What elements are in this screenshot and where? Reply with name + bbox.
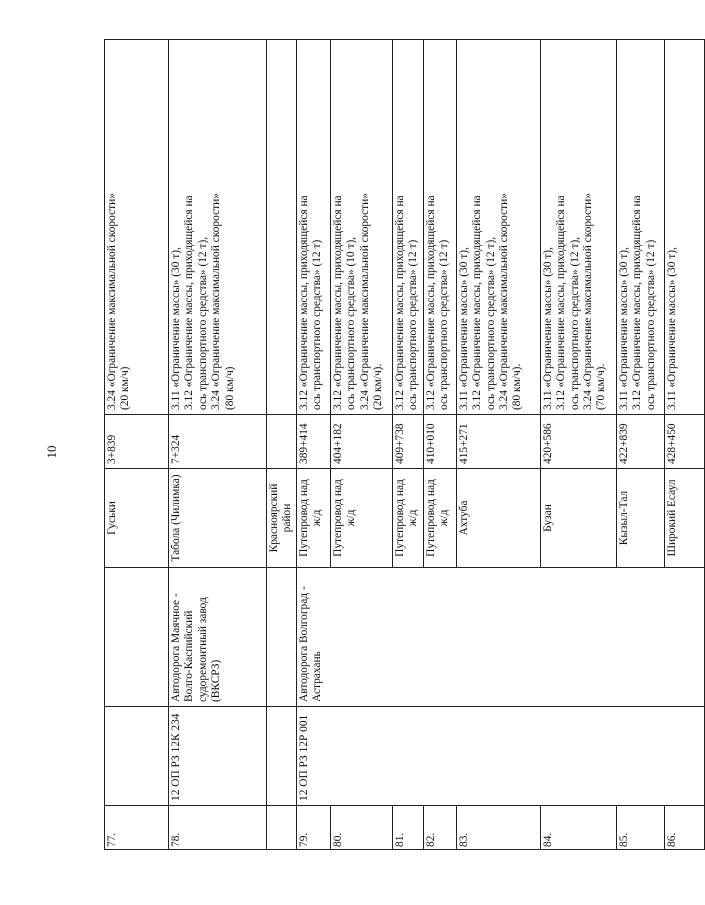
- sign-line: (80 км/ч): [223, 366, 236, 410]
- kilometer-mark: 3+839: [105, 415, 169, 469]
- row-number: 85.: [616, 806, 664, 850]
- structure-name: Кызыл-Тал: [616, 469, 664, 568]
- page-number: 10: [44, 445, 59, 459]
- kilometer-mark: 420+586: [540, 415, 616, 469]
- structure-name: Гуськи: [105, 469, 169, 568]
- road-signs: [392, 40, 423, 415]
- sign-line: 3.24 «Ограничение максимальной скорости»: [210, 193, 223, 410]
- structure-name: Путепровод над ж/д: [392, 469, 423, 568]
- sign-line: 3.11 «Ограничение массы» (30 т),: [665, 247, 678, 410]
- sign-line: 3.12 «Ограничение массы, приходящейся на: [183, 195, 196, 410]
- sign-line: 3.12 «Ограничение массы, приходящейся на: [393, 195, 406, 410]
- structure-name: Путепровод над ж/д: [330, 469, 392, 568]
- structure-name: Путепровод над ж/д: [423, 469, 456, 568]
- kilometer-mark: 389+414: [296, 415, 330, 469]
- sign-line: ось транспортного средства» (12 т),: [196, 236, 209, 410]
- rotated-table-container: [104, 40, 678, 850]
- sign-line: 3.12 «Ограничение массы, приходящейся на: [471, 195, 484, 410]
- table-row: [169, 40, 267, 850]
- row-number: 82.: [423, 806, 456, 850]
- row-number: 83.: [456, 806, 540, 850]
- sign-line: 3.11 «Ограничение массы» (30 т),: [617, 247, 630, 410]
- road-signs: [169, 40, 267, 415]
- structure-name: Ахтуба: [456, 469, 540, 568]
- structure-name: Путепровод над ж/д: [296, 469, 330, 568]
- road-signs: [540, 40, 616, 415]
- kilometer-mark: 7+324: [169, 415, 267, 469]
- sign-line: 3.12 «Ограничение массы, приходящейся на: [331, 195, 344, 410]
- row-number: 77.: [105, 806, 169, 850]
- row-number: 86.: [664, 806, 704, 850]
- row-number: 78.: [169, 806, 267, 850]
- structure-name: Бузан: [540, 469, 616, 568]
- road-signs: [330, 40, 392, 415]
- sign-line: ось транспортного средства» (12 т): [407, 239, 420, 410]
- sign-line: 3.12 «Ограничение массы, приходящейся на: [424, 195, 437, 410]
- row-number: 79.: [296, 806, 330, 850]
- sign-line: 3.24 «Ограничение максимальной скорости»: [358, 193, 371, 410]
- sign-line: ось транспортного средства» (12 т): [311, 239, 324, 410]
- sign-line: 3.11 «Ограничение массы» (30 т),: [170, 247, 182, 410]
- sign-line: ось транспортного средства» (12 т),: [568, 236, 581, 410]
- district-label: Красноярский район: [267, 469, 297, 568]
- structure-name: Табола (Чилимка): [169, 469, 267, 568]
- row-number: 81.: [392, 806, 423, 850]
- sign-line: 3.24 «Ограничение максимальной скорости»: [106, 193, 118, 410]
- road-signs: [664, 40, 704, 415]
- sign-line: (80 км/ч).: [511, 363, 524, 410]
- document-sheet: [104, 40, 678, 850]
- row-number: 84.: [540, 806, 616, 850]
- road-signs: [105, 40, 169, 415]
- kilometer-mark: 428+450: [664, 415, 704, 469]
- road-structures-table: [104, 39, 705, 850]
- kilometer-mark: 422+839: [616, 415, 664, 469]
- kilometer-mark: 409+738: [392, 415, 423, 469]
- road-code: 12 ОП РЗ 12К 234: [169, 707, 267, 806]
- road-code: [105, 707, 169, 806]
- sign-line: 3.24 «Ограничение максимальной скорости»: [582, 193, 595, 410]
- road-code: 12 ОП РЗ 12Р 001: [296, 707, 704, 806]
- sign-line: ось транспортного средства» (12 т): [438, 239, 451, 410]
- table-row: [105, 40, 169, 850]
- table-row: [296, 40, 330, 850]
- row-number: 80.: [330, 806, 392, 850]
- road-signs: [456, 40, 540, 415]
- kilometer-mark: 404+182: [330, 415, 392, 469]
- sign-line: (20 км/ч): [119, 366, 132, 410]
- sign-line: 3.11 «Ограничение массы» (30 т),: [457, 247, 470, 410]
- sign-line: 3.12 «Ограничение массы, приходящейся на: [555, 195, 568, 410]
- structure-name: Широкий Есаул: [664, 469, 704, 568]
- sign-line: (70 км/ч).: [595, 363, 608, 410]
- sign-line: 3.11 «Ограничение массы» (30 т),: [541, 247, 554, 410]
- road-name: Автодорога Волгоград - Астрахань: [296, 568, 704, 707]
- sign-line: 3.12 «Ограничение массы, приходящейся на: [631, 195, 644, 410]
- sign-line: ось транспортного средства» (12 т): [644, 239, 657, 410]
- sign-line: ось транспортного средства» (10 т),: [345, 236, 358, 410]
- sign-line: (20 км/ч).: [372, 363, 385, 410]
- road-name: [105, 568, 169, 707]
- kilometer-mark: 410+010: [423, 415, 456, 469]
- road-signs: [296, 40, 330, 415]
- sign-line: 3.12 «Ограничение массы, приходящейся на: [297, 195, 310, 410]
- district-row: [267, 40, 297, 850]
- road-signs: [616, 40, 664, 415]
- sign-line: 3.24 «Ограничение максимальной скорости»: [498, 193, 511, 410]
- kilometer-mark: 415+271: [456, 415, 540, 469]
- road-name: Автодорога Маячное - Волго-Каспийский судоремонтный завод (ВКСРЗ): [169, 568, 267, 707]
- road-signs: [423, 40, 456, 415]
- sign-line: ось транспортного средства» (12 т),: [484, 236, 497, 410]
